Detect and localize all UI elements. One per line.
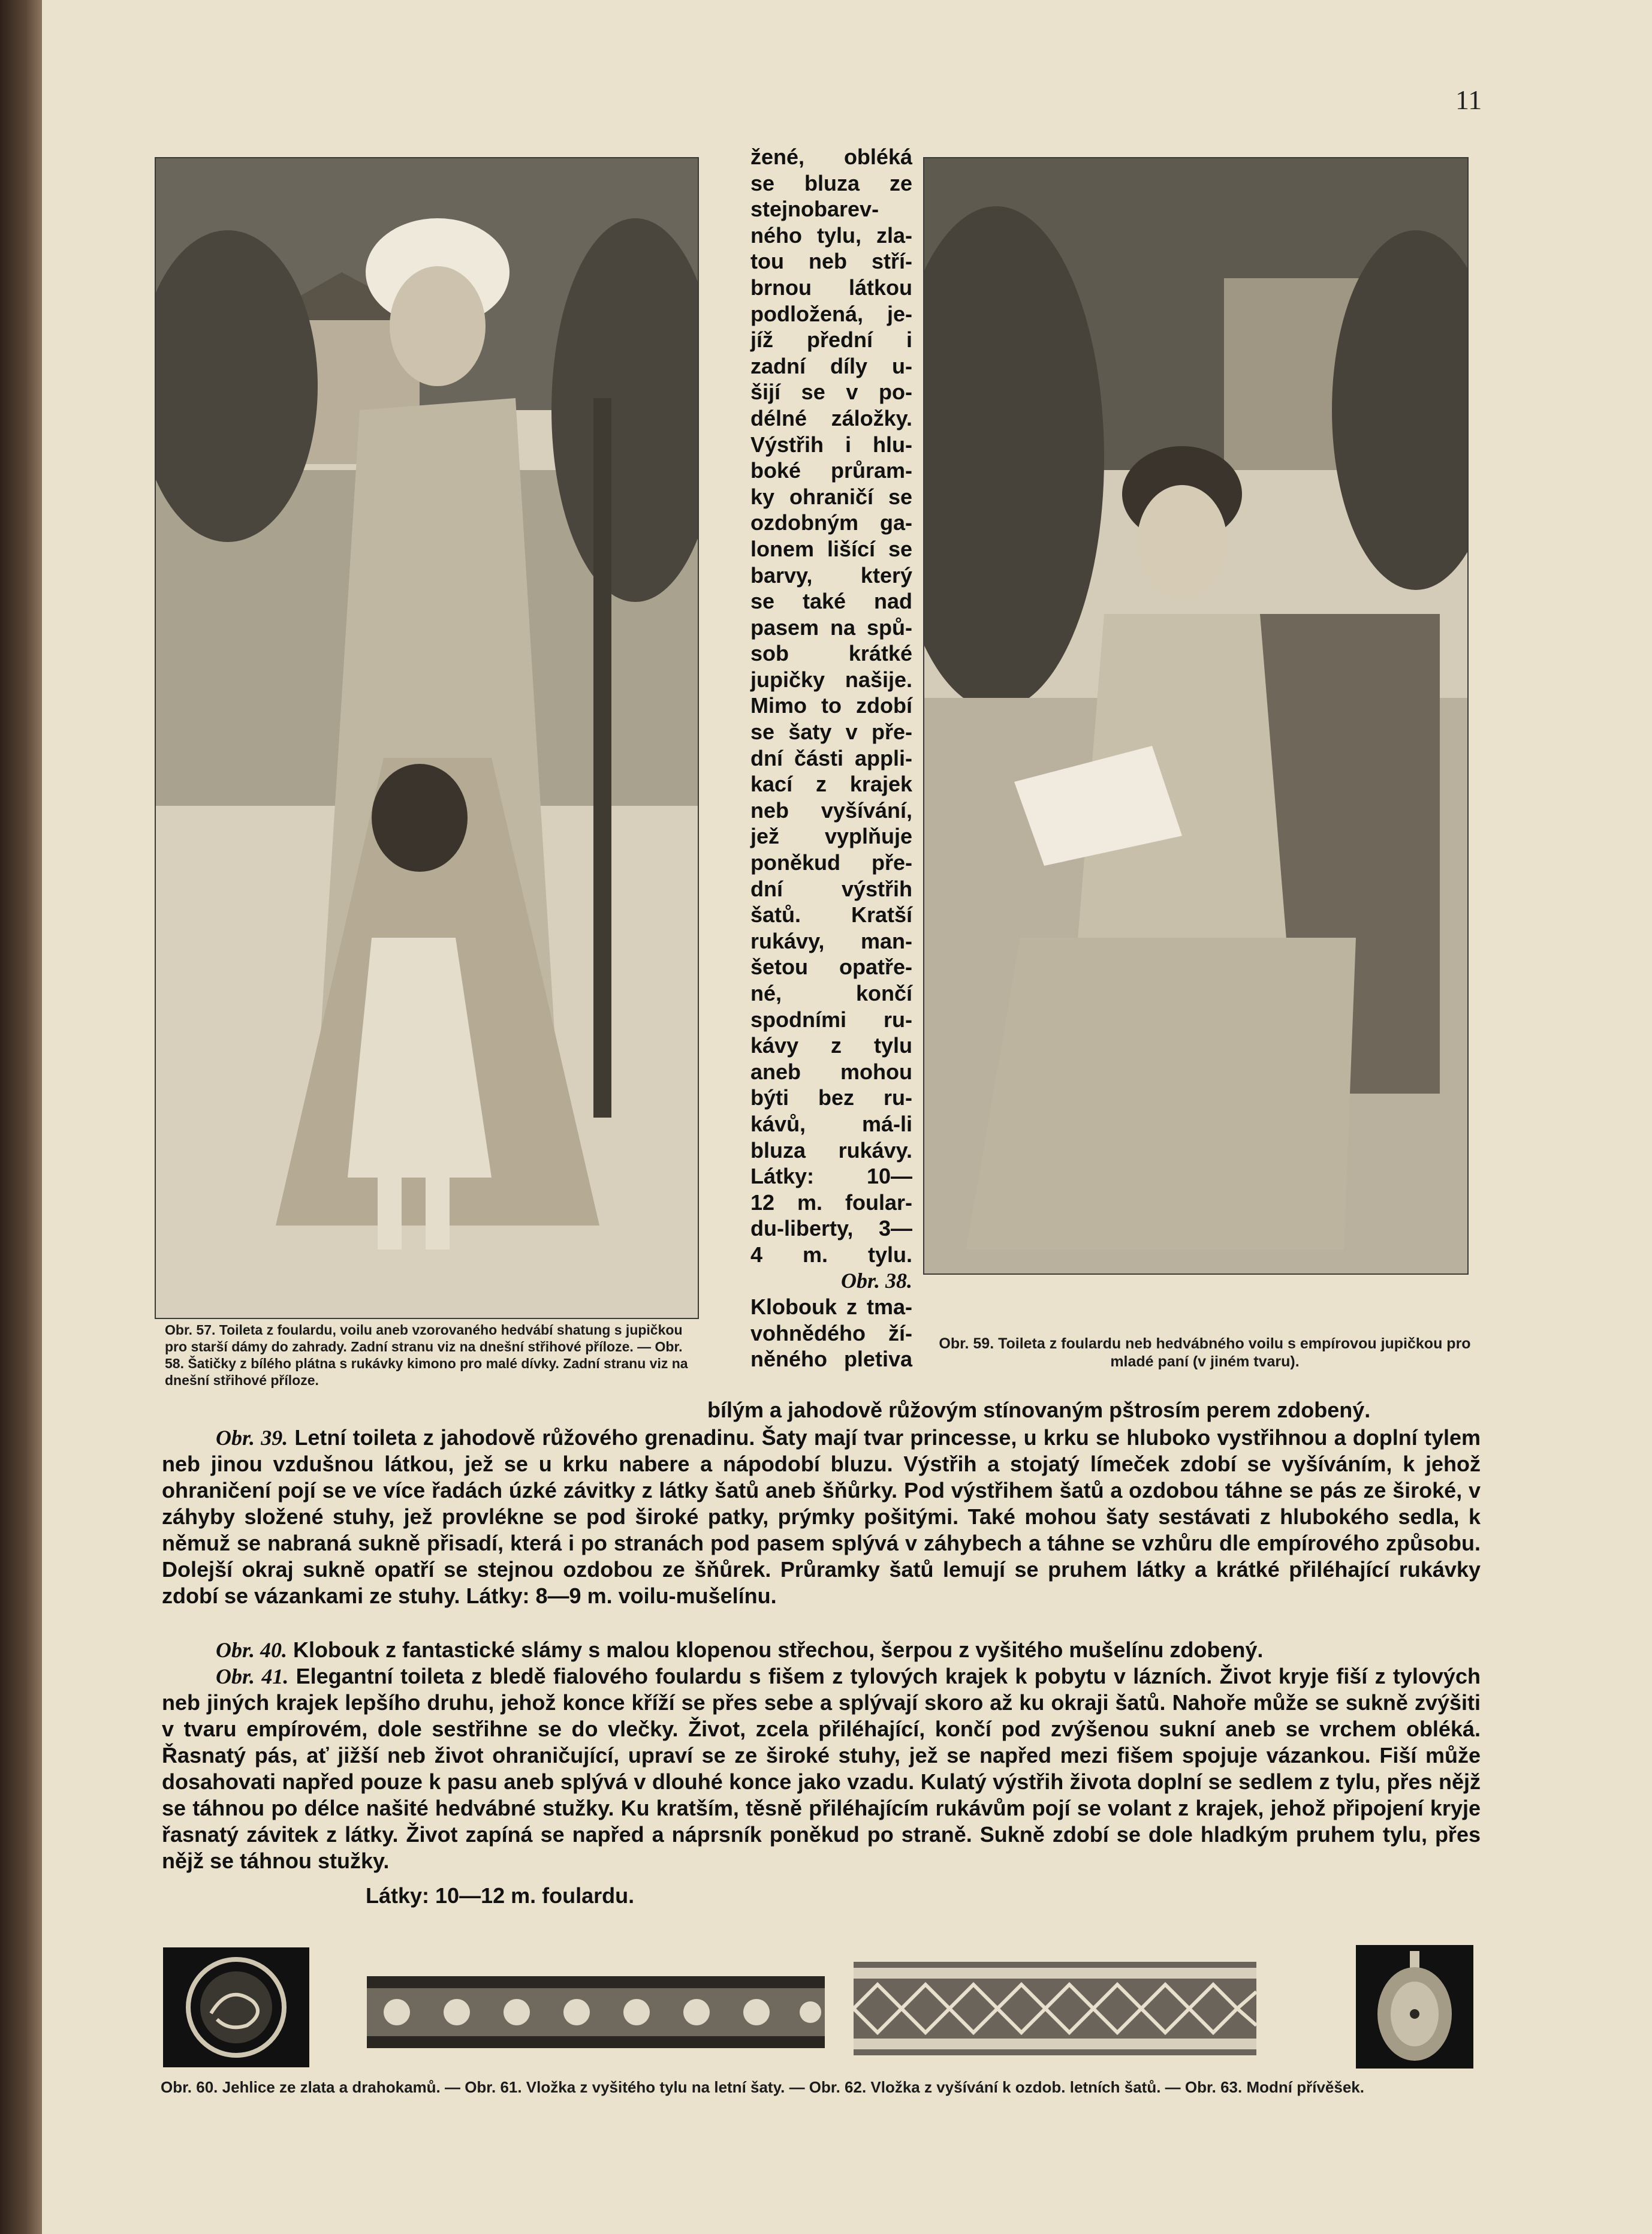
narrow-line: rukávy, man- xyxy=(750,928,912,953)
tulle-insert-drawing xyxy=(367,1976,825,2048)
narrow-line: dní výstřih xyxy=(750,876,912,901)
ornament-modni-privesek xyxy=(1356,1945,1473,2069)
narrow-line: stejnobarev- xyxy=(750,197,879,222)
ornament-jehlice-brooch xyxy=(163,1947,309,2067)
obr-38-line: Klobouk z tma- xyxy=(750,1294,912,1320)
narrow-line: šatů. Kratší xyxy=(750,902,912,928)
paragraph-obr-41 xyxy=(162,1663,1481,1874)
narrow-line: býti bez ru- xyxy=(750,1085,912,1110)
narrow-line: lonem lišící se xyxy=(750,536,912,561)
ornament-vlozka-vysivani xyxy=(854,1962,1256,2055)
narrow-line: jež vyplňuje xyxy=(750,824,912,849)
obr-41-text: Elegantní toileta z bledě fialového foulardu s fišem z tylových krajek k pobytu v lázních. Život kryje fiší z tylových neb jiných krajek lepšího druhu, jehož konce kříží se přes sebe a splývají skoro až ku okraji šatů. Nahoře může se sukně zvýšiti v tvaru empírovém, dole sestřihne se do vlečky. Život, zcela přiléhající, končí pod zvýšenou sukní aneb se vrchem obléká. Řasnatý pás, ať jižší neb život ohraničující, upraví se ze široké stuhy, jež se napřed mezi fišem spojuje vázankou. Fiší může dosahovati napřed pouze k pasu aneb splývá v dlouhé konce jako vzadu. Kulatý výstřih života doplní se sedlem z tylu, přes nějž se táhnou po délce našité hedvábné stužky. Ku kratším, těsně přiléhajícím rukávům pojí se volant z krajek, jehož připojení kryje řasnatý závitek z látky. Život zapíná se napřed a náprsník poněkud po straně. Sukně zdobí se dole hladkým pruhem tylu, přes nějž se táhnou stužky. xyxy=(162,1664,1481,1873)
narrow-text-column xyxy=(750,144,912,1372)
narrow-line: aneb mohou xyxy=(750,1059,912,1084)
narrow-line: 12 m. foular- xyxy=(750,1190,912,1215)
narrow-line: kací z krajek xyxy=(750,772,912,797)
narrow-line: ného tylu, zla- xyxy=(750,222,912,248)
lady-girl-drawing xyxy=(156,158,698,1318)
narrow-line: kávy z tylu xyxy=(750,1033,912,1058)
narrow-line: se bluza ze xyxy=(750,170,912,195)
narrow-line: né, končí xyxy=(750,981,912,1005)
narrow-line: sob krátké xyxy=(750,641,912,666)
narrow-line: délné záložky. xyxy=(750,405,912,430)
obr-38-label: Obr. 38. xyxy=(840,1268,912,1293)
narrow-line: šijí se v po- xyxy=(750,380,912,405)
narrow-line: Látky: 10— xyxy=(750,1164,912,1189)
text-line-continuation xyxy=(707,1397,1481,1423)
narrow-line: spodními ru- xyxy=(750,1007,912,1032)
illustration-lady-with-girl xyxy=(155,157,699,1319)
narrow-line: zadní díly u- xyxy=(750,353,912,378)
narrow-line: bluza rukávy. xyxy=(750,1137,912,1163)
caption-obr-57-58: Obr. 57. Toileta z foulardu, voilu aneb vzorovaného hedvábí shatung s jupičkou pro starší dámy do zahrady. Zadní stranu viz na dnešní střihové příloze. — Obr. 58. Šatičky z bílého plátna s rukávky kimono pro malé dívky. Zadní stranu viz na dnešní střihové příloze. xyxy=(165,1322,688,1388)
obr-39-label: Obr. 39. xyxy=(216,1426,288,1450)
narrow-line: barvy, který xyxy=(750,562,912,588)
narrow-line: šetou opatře- xyxy=(750,955,912,980)
latky-line xyxy=(366,1883,1205,1909)
obr-38-line: něného pletiva xyxy=(750,1347,912,1372)
narrow-line: du-liberty, 3— xyxy=(750,1216,912,1241)
page-number: 11 xyxy=(1455,85,1482,115)
caption-obr-59: Obr. 59. Toileta z foulardu neb hedvábného voilu s empírovou jupičkou pro mladé paní (v jiném tvaru). xyxy=(939,1335,1471,1370)
narrow-lines xyxy=(750,144,912,1268)
narrow-line: kávů, má-li xyxy=(750,1111,912,1136)
paragraph-obr-40 xyxy=(162,1637,1481,1663)
obr-38-lines xyxy=(750,1294,912,1372)
narrow-line: žené, obléká xyxy=(750,144,912,169)
brooch-drawing xyxy=(163,1947,309,2067)
pendant-drawing xyxy=(1356,1945,1473,2069)
narrow-line: se také nad xyxy=(750,589,912,614)
illustration-seated-lady xyxy=(923,157,1469,1275)
latky-text: Látky: 10—12 m. foulardu. xyxy=(366,1883,635,1908)
embroidery-insert-drawing xyxy=(854,1962,1256,2055)
obr-39-text: Letní toileta z jahodově růžového grenadinu. Šaty mají tvar princesse, u krku se hluboko vystřihnou a doplní tylem neb jinou vzdušnou látkou, jež se u krku nabere a nápodobí bluzu. Výstřih a stojatý límeček zdobí se vyšíváním, k jehož ohraničení pojí se ve více řadách úzké závitky z látky šatů aneb šňůrky. Pod výstřihem šatů a ozdobou táhne se pás ze široké, v záhyby složené stuhy, jež provlékne se pod široké patky, prýmky pošitými. Také mohou šaty sestávati z hlubokého sedla, k němuž se nabraná sukně přisadí, která i po stranách pod pasem splývá v záhybech a táhne se vzhůru dle empírového způsobu. Dolejší okraj sukně opatří se stejnou ozdobou ze šňůrek. Průramky šatů lemují se pruhem látky a krátké přiléhající rukávky zdobí se vázankami ze stuhy. Látky: 8—9 m. voilu-mušelínu. xyxy=(162,1425,1481,1608)
narrow-line: Mimo to zdobí xyxy=(750,693,912,718)
narrow-line: ozdobným ga- xyxy=(750,510,912,535)
obr-40-label: Obr. 40. xyxy=(216,1638,288,1662)
seated-lady-drawing xyxy=(924,158,1467,1273)
narrow-line: Výstřih i hlu- xyxy=(750,432,912,457)
narrow-line: brnou látkou xyxy=(750,275,912,300)
narrow-line: boké průram- xyxy=(750,458,912,483)
obr-41-label: Obr. 41. xyxy=(216,1664,289,1688)
narrow-line: dní části appli- xyxy=(750,745,912,770)
book-spine xyxy=(0,0,42,2234)
continuation-text: bílým a jahodově růžovým stínovaným pštrosím perem zdobený. xyxy=(707,1398,1371,1422)
narrow-line: 4 m. tylu. xyxy=(750,1242,912,1267)
obr-38-line: vohnědého ží- xyxy=(750,1320,912,1345)
narrow-line: neb vyšívání, xyxy=(750,797,912,823)
narrow-line: tou neb stří- xyxy=(750,249,912,274)
narrow-line: pasem na spů- xyxy=(750,615,912,640)
ornament-vlozka-tyl xyxy=(367,1976,825,2048)
obr-40-text: Klobouk z fantastické slámy s malou klopenou střechou, šerpou z vyšitého mušelínu zdobený. xyxy=(293,1637,1264,1662)
narrow-line: se šaty v pře- xyxy=(750,719,912,745)
narrow-line: ky ohraničí se xyxy=(750,484,912,509)
narrow-line: jíž přední i xyxy=(750,327,912,353)
paragraph-obr-39 xyxy=(162,1425,1481,1609)
narrow-line: poněkud pře- xyxy=(750,850,912,875)
narrow-line: podložená, je- xyxy=(750,301,912,326)
bottom-caption-obr-60-63: Obr. 60. Jehlice ze zlata a drahokamů. — Obr. 61. Vložka z vyšitého tylu na letní šaty. — Obr. 62. Vložka z vyšívání k ozdob. letních šatů. — Obr. 63. Modní přívěšek. xyxy=(161,2078,1364,2096)
narrow-line: jupičky našije. xyxy=(750,667,912,692)
